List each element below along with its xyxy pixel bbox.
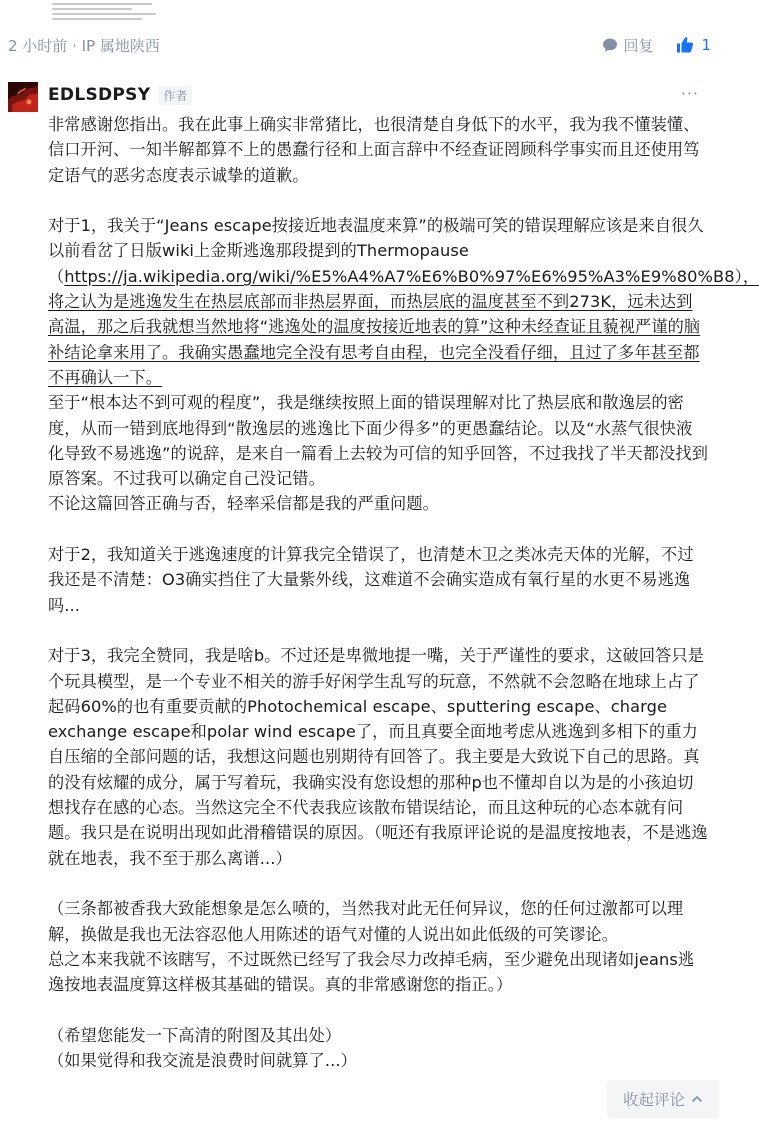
paragraph-point-1-cont: 至于“根本达不到可观的程度”，我是继续按照上面的错误理解对比了热层底和散逸层的密度，从而一错到底地得到“散逸层的逃逸比下面少得多”的更愚蠢结论。以及“水蒸气很快液化导致不易逃逸”的说辞，是来自一篇看上去较为可信的知乎回答，不过我找了半天都没找到原答案。不过我可以确定自己没记错。 bbox=[48, 393, 708, 489]
reply-icon bbox=[601, 36, 619, 54]
paragraph-point-1 bbox=[48, 213, 759, 390]
cropped-image-preview bbox=[52, 0, 162, 22]
paragraph-summary: 总之本来我就不该瞎写，不过既然已经写了我会尽力改掉毛病，至少避免出现诸如jeans逃逸按地表温度算这样极其基础的错误。真的非常感谢您的指正。） bbox=[48, 949, 695, 995]
author-name[interactable]: EDLSDPSY bbox=[48, 85, 151, 105]
paragraph-point-1-note: 不论这篇回答正确与否，轻率采信都是我的严重问题。 bbox=[48, 494, 439, 514]
avatar-image bbox=[8, 82, 38, 112]
paragraph-point-3: 对于3，我完全赞同，我是啥b。不过还是卑微地提一嘴，关于严谨性的要求，这破回答只是个玩具模型，是一个专业不相关的游手好闲学生乱写的玩意，不然就不会忽略在地球上占了起码60%的也有重要贡献的Photochemical escape、sputtering escape、charge exchange escape和polar wind escape了，而且真要全面地考虑从逃逸到多相下的重力自压缩的全部问题的话，我想这问题也别期待有回答了。我主要是大致说下自己的思路。真的没有炫耀的成分，属于写着玩，我确实没有您设想的那种p也不懂却自以为是的小孩迫切想找存在感的心态。当然这完全不代表我应该散布错误结论，而且这种玩的心态本就有问题。我只是在说明出现如此滑稽错误的原因。（呃还有我原评论说的是温度按地表，不是逃逸就在地表，我不至于那么离谱...） bbox=[48, 646, 708, 868]
wikipedia-link[interactable]: https://ja.wikipedia.org/wiki/%E5%A4%A7%E6%B0%97%E6%95%A3%E9%80%B8 bbox=[64, 266, 735, 286]
paragraph-request-image: （希望您能发一下高清的附图及其出处） bbox=[48, 1025, 342, 1045]
reply-label: 回复 bbox=[623, 36, 654, 55]
chevron-up-icon bbox=[691, 1093, 703, 1105]
thumbs-up-icon bbox=[675, 35, 695, 55]
avatar[interactable] bbox=[8, 82, 38, 112]
paragraph-apology: 非常感谢您指出。我在此事上确实非常猪比，也很清楚自身低下的水平，我为我不懂装懂、信口开河、一知半解都算不上的愚蠢行径和上面言辞中不经查证罔顾科学事实而且还使用笃定语气的恶劣态度表示诚挚的道歉。 bbox=[48, 115, 700, 185]
paragraph-point-2: 对于2，我知道关于逃逸速度的计算我完全错误了，也清楚木卫之类冰壳天体的光解，不过我还是不清楚：O3确实挡住了大量紫外线，这难道不会确实造成有氧行星的水更不易逃逸吗... bbox=[48, 545, 694, 615]
like-count: 1 bbox=[701, 36, 711, 54]
author-badge: 作者 bbox=[158, 86, 192, 105]
collapse-label: 收起评论 bbox=[622, 1091, 685, 1109]
point-1-underlined: ），将之认为是逃逸发生在热层底部而非热层界面，而热层底的温度甚至不到273K，远未达到高温，那之后我就想当然地将“逃逸处的温度按接近地表的算”这种未经查证且藐视严谨的脑补结论拿来用了。我确实愚蠢地完全没有思考自由程，也完全没看仔细，且过了多年甚至都不再确认一下。 bbox=[48, 266, 759, 387]
more-options-button[interactable]: ··· bbox=[680, 84, 699, 103]
author-row bbox=[48, 82, 192, 108]
comment-body bbox=[48, 112, 759, 1073]
time-location: 2 小时前 · IP 属地陕西 bbox=[8, 36, 160, 55]
point-1-intro: 对于1，我关于“Jeans escape按接近地表温度来算”的极端可笑的错误理解应该是来自很久以前看岔了日版wiki上金斯逃逸那段提到的Thermopause（ bbox=[48, 216, 704, 286]
reply-button[interactable] bbox=[601, 35, 653, 56]
paragraph-closing: （如果觉得和我交流是浪费时间就算了...） bbox=[48, 1050, 357, 1070]
paragraph-aside: （三条都被香我大致能想象是怎么喷的，当然我对此无任何异议，您的任何过激都可以理解，换做是我也无法容忍他人用陈述的语气对懂的人说出如此低级的可笑谬论。 bbox=[48, 899, 684, 944]
parent-comment-meta bbox=[8, 34, 711, 56]
collapse-comments-button[interactable] bbox=[607, 1080, 719, 1118]
like-button[interactable] bbox=[675, 35, 711, 55]
